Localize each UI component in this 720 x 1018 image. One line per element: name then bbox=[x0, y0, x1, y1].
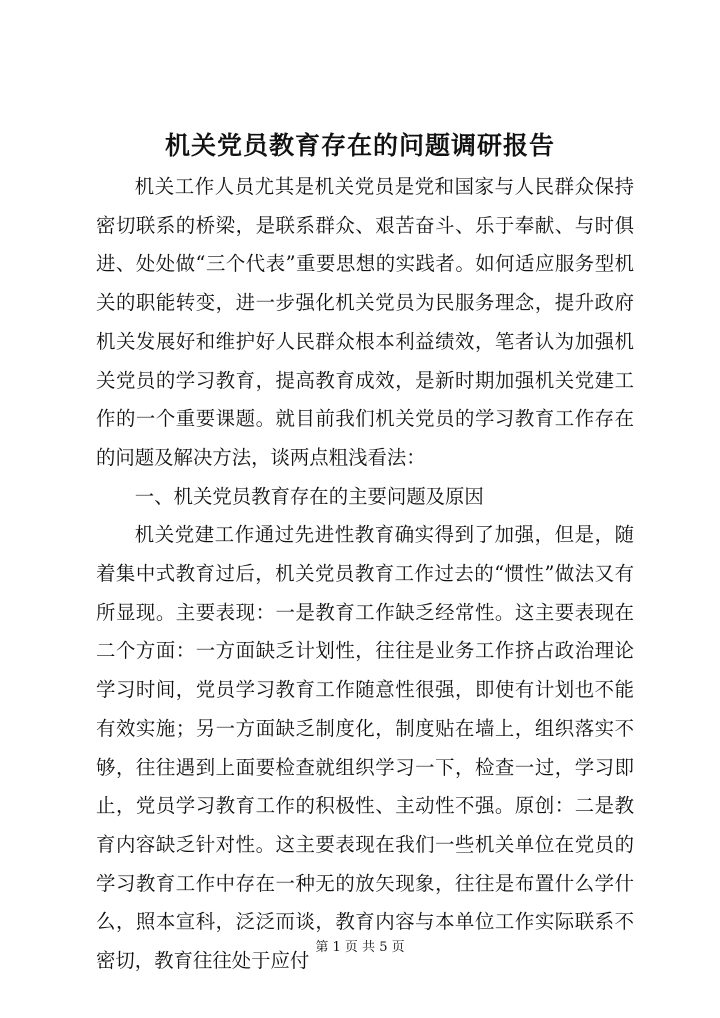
document-title: 机关党员教育存在的问题调研报告 bbox=[164, 131, 555, 160]
paragraph-intro: 机关工作人员尤其是机关党员是党和国家与人民群众保持密切联系的桥梁，是联系群众、艰苦奋斗、乐于奉献、与时俱进、处处做“三个代表”重要思想的实践者。如何适应服务型机关的职能转变，进一步强化机关党员为民服务理念，提升政府机关发展好和维护好人民群众根本利益绩效，笔者认为加强机关党员的学习教育，提高教育成效，是新时期加强机关党建工作的一个重要课题。就目前我们机关党员的学习教育工作存在的问题及解决方法，谈两点粗浅看法： bbox=[96, 175, 634, 469]
document-body bbox=[96, 168, 634, 981]
page-footer: 第 1 页 共 5 页 bbox=[315, 940, 405, 955]
paragraph-problems: 机关党建工作通过先进性教育确实得到了加强，但是，随着集中式教育过后，机关党员教育工作过去的“惯性”做法又有所显现。主要表现：一是教育工作缺乏经常性。这主要表现在二个方面：一方面缺乏计划性，往往是业务工作挤占政治理论学习时间，党员学习教育工作随意性很强，即使有计划也不能有效实施；另一方面缺乏制度化，制度贴在墙上，组织落实不够，往往遇到上面要检查就组织学习一下，检查一过，学习即止，党员学习教育工作的积极性、主动性不强。原创：二是教育内容缺乏针对性。这主要表现在我们一些机关单位在党员的学习教育工作中存在一种无的放矢现象，往往是布置什么学什么，照本宣科，泛泛而谈，教育内容与本单位工作实际联系不密切，教育往往处于应付 bbox=[96, 523, 634, 973]
section-heading: 一、机关党员教育存在的主要问题及原因 bbox=[134, 484, 484, 508]
